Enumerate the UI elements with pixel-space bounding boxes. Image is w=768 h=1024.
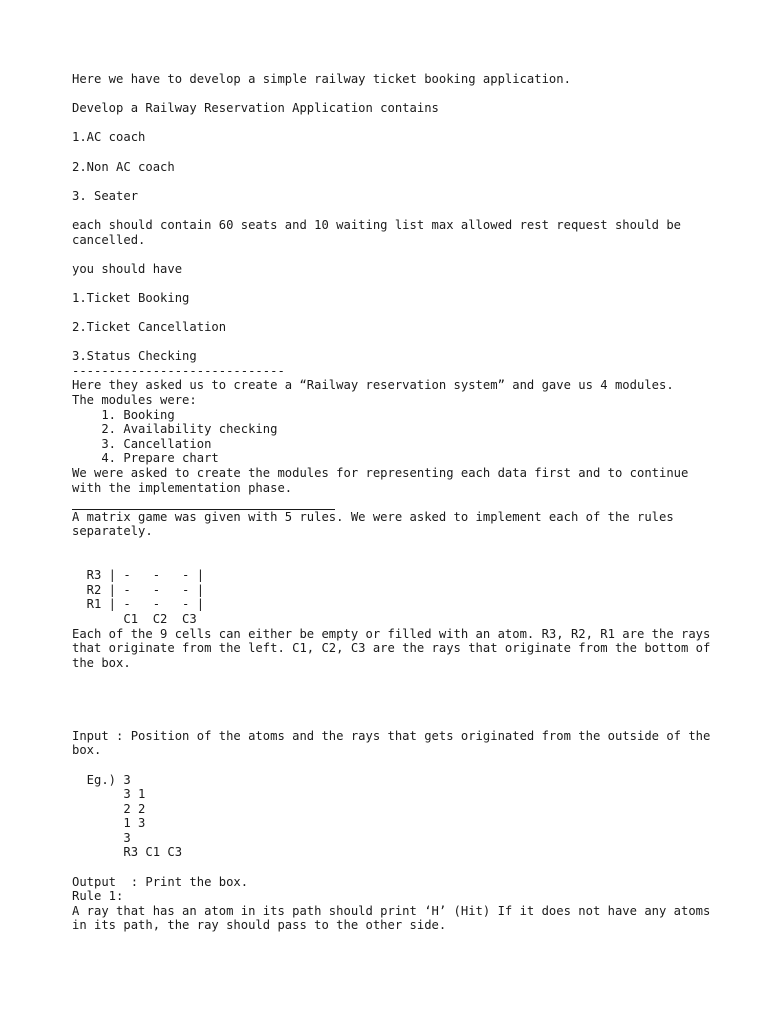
example-line: Eg.) 3 [72,772,131,787]
should-have-text: you should have [72,261,183,276]
modules-heading: The modules were: [72,393,197,408]
feature-item: 3.Status Checking [72,349,197,364]
coach-item: 1.AC coach [72,130,146,145]
grid-row: R1 | - - - | [72,597,205,612]
document-page [72,72,718,933]
asked-text: Here they asked us to create a “Railway reservation system” and gave us 4 modules. [72,378,674,393]
coach-item: 3. Seater [72,188,139,203]
module-item: 2. Availability checking [72,422,278,437]
matrix-intro-text: A matrix game was given with 5 rules. We were asked to implement each of the rules separately. [72,509,682,539]
modules-note-text: We were asked to create the modules for representing each data first and to continue with the implementation phase. [72,466,696,495]
feature-item: 1.Ticket Booking [72,290,190,305]
seat-rule-text: each should contain 60 seats and 10 waiting list max allowed rest request should be cancelled. [72,217,689,247]
example-block [72,773,712,861]
matrix-grid [72,568,712,626]
intro-text: Here we have to develop a simple railway ticket booking application. [72,72,571,86]
output-description: Output : Print the box. [72,874,249,889]
dash-separator: ----------------------------- [72,363,285,378]
example-line: 3 [72,830,131,845]
rule1-description: A ray that has an atom in its path should print ‘H’ (Hit) If it does not have any atoms in its path, the ray should pass to the other side. [72,903,718,933]
example-line: 3 1 [72,787,146,802]
grid-description: Each of the 9 cells can either be empty or filled with an atom. R3, R2, R1 are the rays that originate from the left. C1, C2, C3 are the rays that originate from the bottom of the box. [72,626,718,670]
example-line: 1 3 [72,816,146,831]
module-item: 3. Cancellation [72,436,212,451]
input-description: Input : Position of the atoms and the rays that gets originated from the outside of the box. [72,728,718,758]
grid-row: R2 | - - - | [72,582,205,597]
feature-item: 2.Ticket Cancellation [72,320,227,335]
coach-item: 2.Non AC coach [72,159,175,174]
example-line: 2 2 [72,801,146,816]
develop-text: Develop a Railway Reservation Application contains [72,101,439,116]
module-item: 4. Prepare chart [72,451,219,466]
rule1-title: Rule 1: [72,889,124,904]
grid-row: R3 | - - - | [72,568,205,583]
module-item: 1. Booking [72,407,175,422]
horizontal-rule [72,495,335,510]
grid-column-labels: C1 C2 C3 [72,611,197,626]
example-line: R3 C1 C3 [72,845,183,860]
